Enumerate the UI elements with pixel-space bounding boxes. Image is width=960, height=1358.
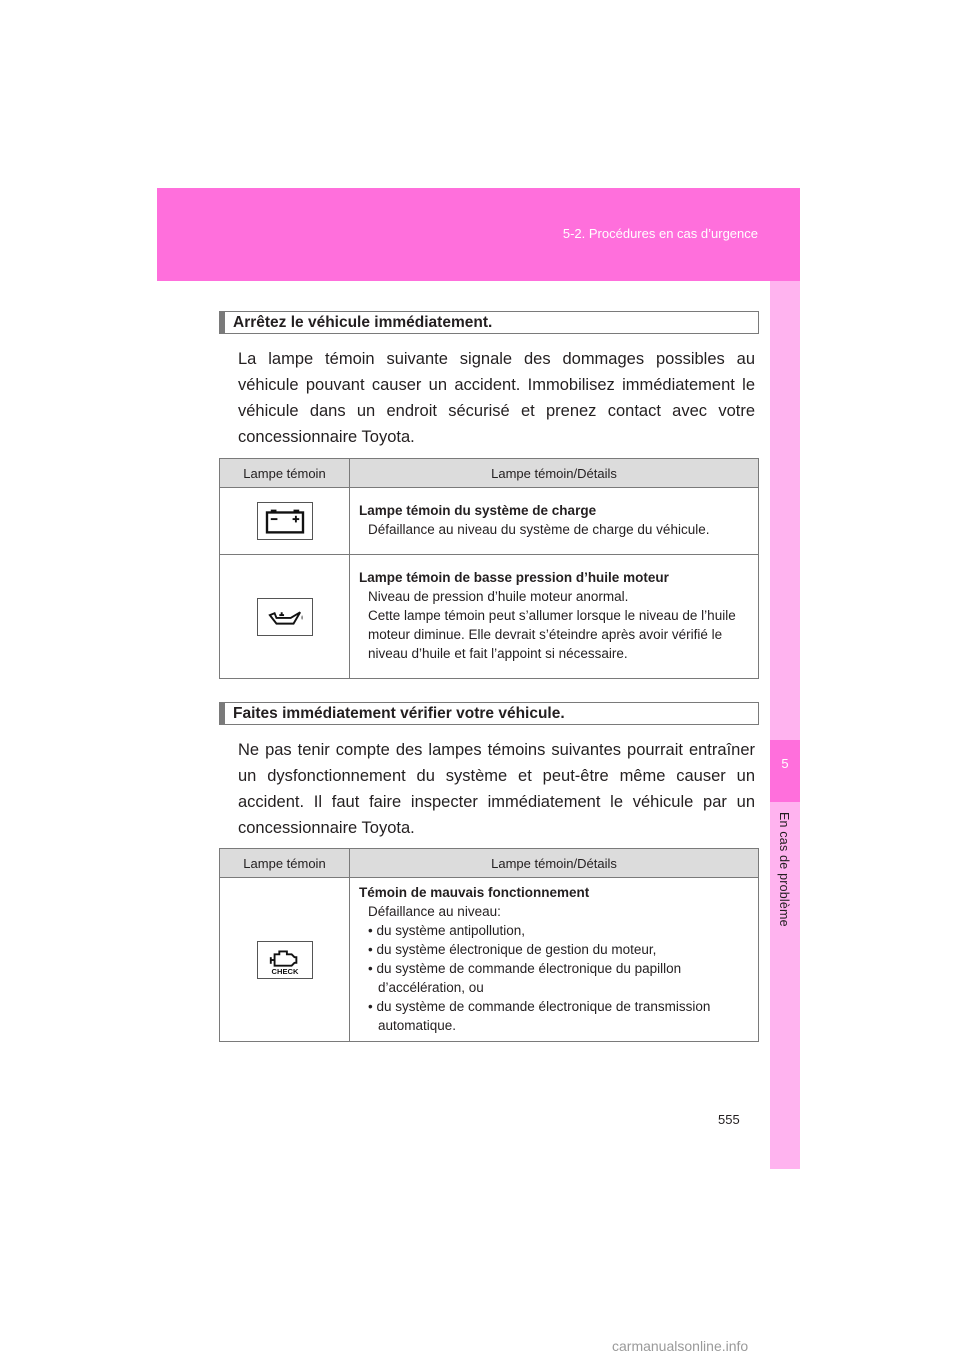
check-label: CHECK (271, 966, 298, 976)
table-row (220, 555, 759, 679)
battery-icon (257, 502, 313, 540)
lamp-detail: Cette lampe témoin peut s’allumer lorsque le niveau de l’huile moteur diminue. Elle devrait s’éteindre après avoir vérifié le niveau d’huile et fait l’appoint si nécessaire. (368, 608, 736, 661)
lamp-detail: Défaillance au niveau du système de charge du véhicule. (368, 522, 710, 537)
table-header-row (220, 459, 759, 488)
header-band (157, 188, 800, 281)
check-engine-icon (257, 941, 313, 979)
table-header-row (220, 849, 759, 878)
lamp-detail: Défaillance au niveau: (368, 903, 501, 919)
icon-cell (220, 555, 350, 679)
list-item: • du système de commande électronique du papillon d’accélération, ou (368, 960, 682, 995)
lamp-title: Lampe témoin de basse pression d’huile moteur (359, 570, 669, 585)
warning-table-stop (219, 458, 759, 679)
warning-table-check (219, 848, 759, 1042)
column-header-lamp: Lampe témoin (220, 459, 350, 488)
lamp-title: Lampe témoin du système de charge (359, 503, 597, 518)
section1-paragraph: La lampe témoin suivante signale des dommages possibles au véhicule pouvant causer un accident. Immobilisez immédiatement le véhicule dans un endroit sécurisé et prenez contact avec votre concessionnaire Toyota. (238, 350, 755, 446)
details-cell (350, 488, 759, 555)
chapter-title: En cas de problème (777, 812, 791, 927)
chapter-side-tab (770, 281, 800, 1169)
list-item: • du système de commande électronique de transmission automatique. (368, 998, 711, 1033)
column-header-details: Lampe témoin/Détails (350, 849, 759, 878)
column-header-details: Lampe témoin/Détails (350, 459, 759, 488)
list-item: • du système électronique de gestion du moteur, (368, 941, 657, 957)
section-heading-stop-vehicle (219, 311, 759, 334)
lamp-title: Témoin de mauvais fonctionnement (359, 884, 590, 900)
icon-cell (220, 878, 350, 1042)
chapter-number-tab (770, 740, 800, 802)
lamp-detail: Niveau de pression d’huile moteur anormal. (368, 589, 629, 604)
icon-cell (220, 488, 350, 555)
oil-can-icon (257, 598, 313, 636)
watermark-link[interactable]: carmanualsonline.info (612, 1338, 749, 1354)
section-heading-check-vehicle (219, 702, 759, 725)
list-item: • du système antipollution, (368, 922, 526, 938)
table-row (220, 488, 759, 555)
details-cell (350, 555, 759, 679)
section-heading-text: Arrêtez le véhicule immédiatement. (233, 313, 493, 331)
details-cell (350, 878, 759, 1042)
breadcrumb: 5-2. Procédures en cas d’urgence (562, 226, 758, 241)
page-number: 555 (718, 1112, 740, 1127)
chapter-number: 5 (781, 756, 789, 771)
section-heading-text: Faites immédiatement vérifier votre véhicule. (233, 704, 565, 722)
table-row (220, 878, 759, 1042)
column-header-lamp: Lampe témoin (220, 849, 350, 878)
section2-paragraph: Ne pas tenir compte des lampes témoins suivantes pourrait entraîner un dysfonctionnement du système et peut-être même causer un accident. Il faut faire inspecter immédiatement le véhicule par un concessionnaire Toyota. (238, 741, 755, 837)
